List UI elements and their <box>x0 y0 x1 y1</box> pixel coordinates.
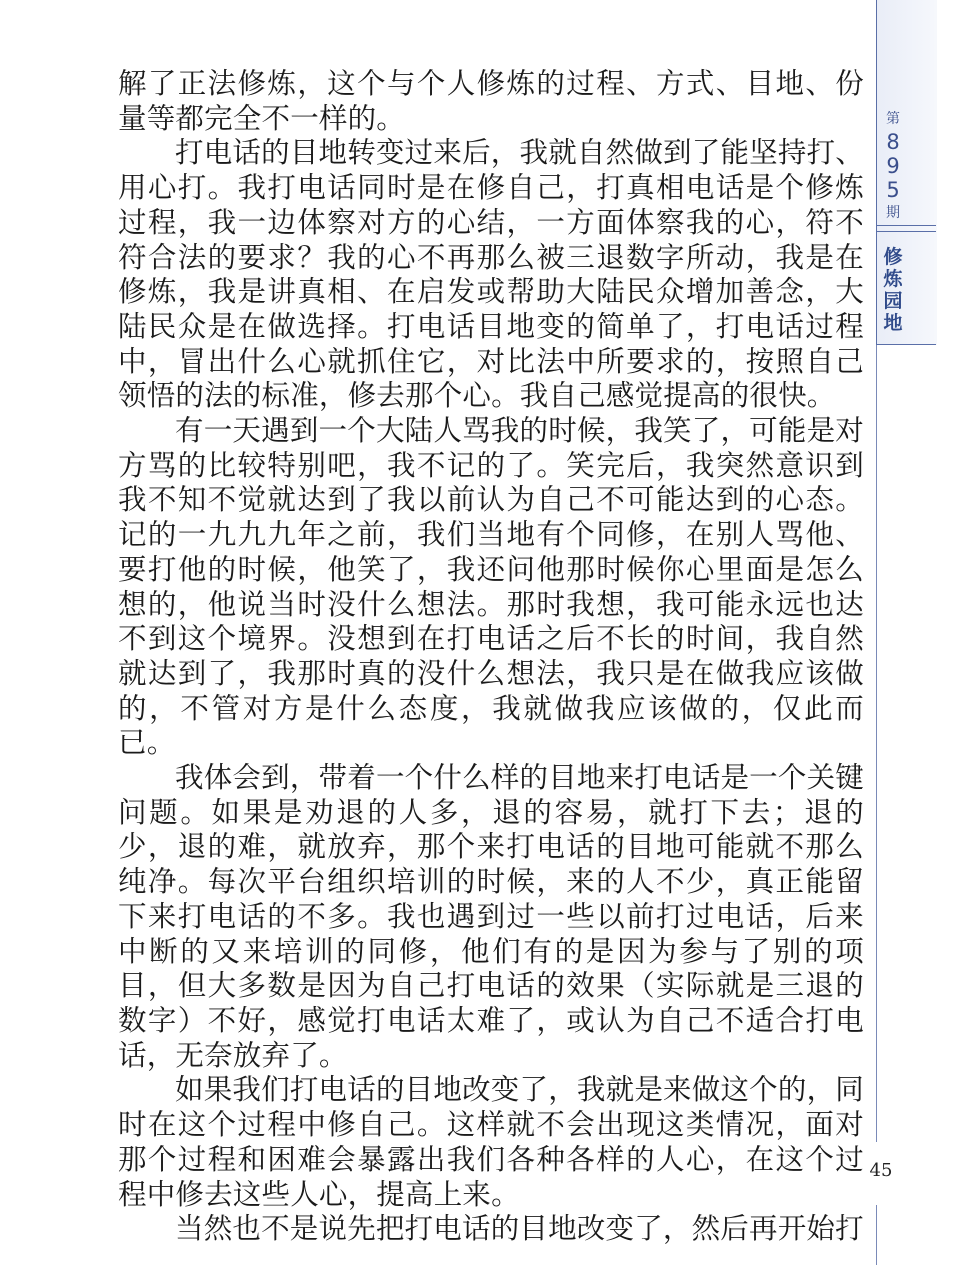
sidebar-divider-line-bottom <box>876 1205 877 1265</box>
column-title-char: 修 <box>883 246 903 268</box>
column-title-char: 园 <box>883 290 903 312</box>
issue-digit: 8 <box>886 130 900 154</box>
sidebar-divider-line <box>876 345 877 1142</box>
issue-prefix: 第 <box>886 111 900 127</box>
paragraph-5: 如果我们打电话的目地改变了，我就是来做这个的，同时在这个过程中修自己。这样就不会出现这类情况，面对那个过程和困难会暴露出我们各种各样的人心，在这个过程中修去这些人心，提高上来。 <box>118 1073 864 1211</box>
sidebar-rule <box>876 231 936 232</box>
sidebar <box>876 0 978 1265</box>
issue-digit: 5 <box>886 178 900 202</box>
column-title-char: 地 <box>883 312 903 334</box>
column-title-char: 炼 <box>883 268 903 290</box>
issue-label <box>876 108 910 224</box>
paragraph-1: 解了正法修炼，这个与个人修炼的过程、方式、目地、份量等都完全不一样的。 <box>118 67 864 135</box>
issue-suffix: 期 <box>886 205 900 221</box>
paragraph-3: 有一天遇到一个大陆人骂我的时候，我笑了，可能是对方骂的比较特别吧，我不记的了。笑完后，我突然意识到我不知不觉就达到了我以前认为自己不可能达到的心态。记的一九九九年之前，我们当地有个同修，在别人骂他、要打他的时候，他笑了，我还问他那时候你心里面是怎么想的，他说当时没什么想法。那时我想，我可能永远也达不到这个境界。没想到在打电话之后不长的时间，我自然就达到了，我那时真的没什么想法，我只是在做我应该做的，不管对方是什么态度，我就做我应该做的，仅此而已。 <box>118 414 864 760</box>
paragraph-6: 当然也不是说先把打电话的目地改变了，然后再开始打 <box>175 1212 864 1246</box>
sidebar-rule <box>876 225 936 226</box>
paragraph-2: 打电话的目地转变过来后，我就自然做到了能坚持打、用心打。我打电话同时是在修自己，打真相电话是个修炼过程，我一边体察对方的心结，一方面体察我的心，符不符合法的要求？我的心不再那么被三退数字所动，我是在修炼，我是讲真相、在启发或帮助大陆民众增加善念，大陆民众是在做选择。打电话目地变的简单了，打电话过程中，冒出什么心就抓住它，对比法中所要求的，按照自己领悟的法的标准，修去那个心。我自己感觉提高的很快。 <box>118 136 864 413</box>
paragraph-4: 我体会到，带着一个什么样的目地来打电话是一个关键问题。如果是劝退的人多，退的容易，就打下去；退的少，退的难，就放弃，那个来打电话的目地可能就不那么纯净。每次平台组织培训的时候，来的人不少，真正能留下来打电话的不多。我也遇到过一些以前打过电话，后来中断的又来培训的同修，他们有的是因为参与了别的项目，但大多数是因为自己打电话的效果（实际就是三退的数字）不好，感觉打电话太难了，或认为自己不适合打电话，无奈放弃了。 <box>118 761 864 1072</box>
sidebar-rule <box>876 344 936 345</box>
issue-digit: 9 <box>886 154 900 178</box>
column-title <box>876 246 910 334</box>
page-number: 45 <box>869 1160 893 1181</box>
article-body <box>118 67 864 1247</box>
